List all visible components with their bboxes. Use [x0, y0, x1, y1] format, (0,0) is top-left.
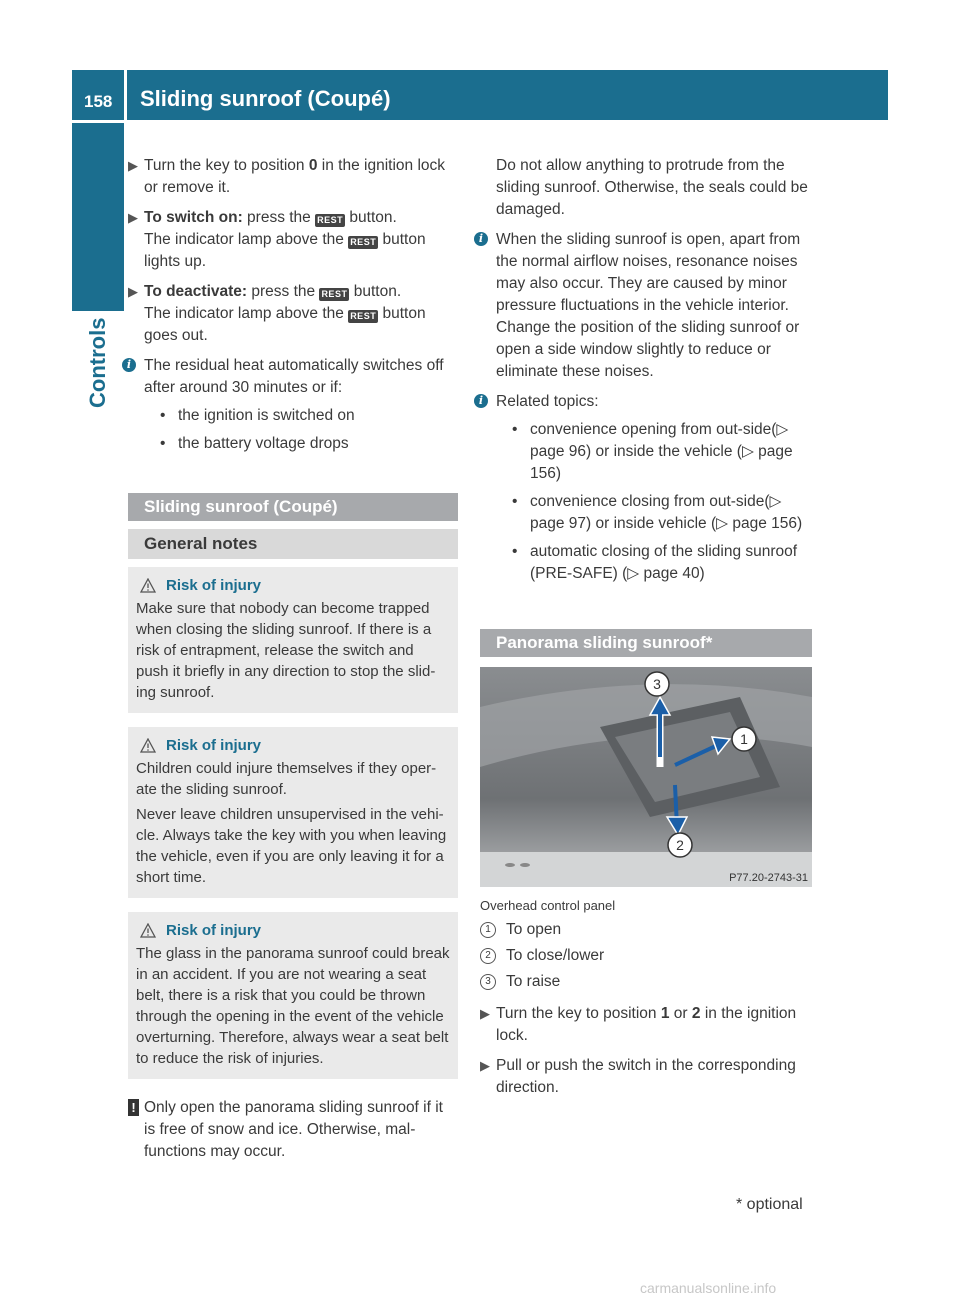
- info-note: i The residual heat automatically switches off after around 30 minutes or if: • the ignition is switched on • the battery voltage drops: [128, 355, 458, 455]
- step-item: ▶ Turn the key to position 1 or 2 in the ignition lock.: [480, 1005, 797, 1044]
- paragraph: Do not allow anything to protrude from the sliding sunroof. Otherwise, the seals could be damaged.: [496, 157, 808, 218]
- rest-button-icon: REST: [317, 215, 344, 225]
- header-separator: [124, 70, 127, 120]
- overhead-panel-photo: [480, 667, 812, 887]
- info-icon: i: [122, 358, 136, 372]
- legend-item: 3 To raise: [480, 971, 812, 993]
- info-icon: i: [474, 394, 488, 408]
- sub-heading: General notes: [128, 529, 458, 559]
- bullet-item: • convenience opening from out-side(▷ page 96) or inside the vehicle (▷ page 156): [512, 421, 793, 482]
- section-heading: Panorama sliding sunroof*: [480, 629, 812, 657]
- rest-button-icon: REST: [350, 237, 377, 247]
- warning-text: Children could injure themselves if they oper-ate the sliding sunroof.: [136, 760, 437, 798]
- step-item: ▶ To switch on: press the REST button. The indicator lamp above the REST button lights up.: [128, 209, 426, 270]
- rest-button-icon: REST: [321, 289, 348, 299]
- callout-2: 2: [676, 837, 684, 853]
- warning-text: Never leave children unsupervised in the vehi-cle. Always take the key with you when leaving the vehicle, even if you are only leaving it for a short time.: [136, 806, 447, 886]
- legend-number: 1: [480, 922, 496, 938]
- left-column: [128, 155, 458, 1171]
- warning-triangle-icon: [140, 923, 156, 938]
- info-note: i Related topics: • convenience opening from out-side(▷ page 96) or inside the vehicle (▷ page 156) • convenience closing from out-side(▷ page 97) or inside vehicle (▷ page 156) • automatic closing of the sliding sunroof (PRE-SAFE) (▷ page 40): [480, 391, 812, 585]
- photo-code: P77.20-2743-31: [729, 872, 808, 884]
- step-arrow-icon: ▶: [128, 284, 138, 299]
- figure-caption: Overhead control panel: [480, 898, 616, 913]
- side-tab-block: [72, 123, 124, 311]
- legend-number: 2: [480, 948, 496, 964]
- warning-box: [128, 567, 458, 713]
- warning-title: Risk of injury: [166, 577, 262, 594]
- side-tab-label: Controls: [85, 317, 110, 408]
- bullet-item: • convenience closing from out-side(▷ page 97) or inside vehicle (▷ page 156): [512, 493, 803, 532]
- warning-title: Risk of injury: [166, 922, 262, 939]
- caution-note: ! Only open the panorama sliding sunroof if it is free of snow and ice. Otherwise, mal-functions may occur.: [128, 1097, 458, 1163]
- optional-footnote: * optional: [736, 1196, 803, 1213]
- callout-3: 3: [653, 676, 661, 692]
- warning-title: Risk of injury: [166, 737, 262, 754]
- bullet-item: • the battery voltage drops: [160, 435, 349, 452]
- overhead-panel-illustration: [480, 667, 812, 887]
- page-number: 158: [84, 92, 113, 111]
- info-note: i When the sliding sunroof is open, apart from the normal airflow noises, resonance noises may also occur. They are caused by minor pressure fluctuations in the vehicle interior. Change the position of the sliding sunroof or open a side window slightly to reduce or eliminate these noises.: [480, 229, 812, 383]
- step-arrow-icon: ▶: [480, 1058, 490, 1073]
- callout-1: 1: [740, 731, 748, 747]
- section-heading: Sliding sunroof (Coupé): [128, 493, 458, 521]
- step-item: ▶ To deactivate: press the REST button. The indicator lamp above the REST button goes out.: [128, 283, 426, 344]
- bullet-item: • the ignition is switched on: [160, 407, 355, 424]
- exclamation-icon: !: [128, 1099, 139, 1116]
- step-item: ▶ Turn the key to position 0 in the ignition lock or remove it.: [128, 157, 446, 196]
- warning-triangle-icon: [140, 738, 156, 753]
- warning-text: The glass in the panorama sunroof could break in an accident. If you are not wearing a seat belt, there is a risk that you could be thrown through the opening in the event of the vehicle overturning. Therefore, always wear a seat belt to reduce the risk of injuries.: [136, 945, 450, 1067]
- step-arrow-icon: ▶: [480, 1006, 490, 1021]
- step-arrow-icon: ▶: [128, 210, 138, 225]
- info-icon: i: [474, 232, 488, 246]
- warning-text: Make sure that nobody can become trapped when closing the sliding sunroof. If there is a risk of entrapment, release the switch and push it briefly in any direction to stop the slid-ing sunroof.: [136, 600, 436, 701]
- bullet-item: • automatic closing of the sliding sunroof (PRE-SAFE) (▷ page 40): [512, 543, 798, 582]
- step-arrow-icon: ▶: [128, 158, 138, 173]
- warning-triangle-icon: [140, 578, 156, 593]
- page-title: Sliding sunroof (Coupé): [140, 86, 391, 111]
- legend-item: 2 To close/lower: [480, 945, 812, 967]
- warning-box: [128, 727, 458, 898]
- legend-number: 3: [480, 974, 496, 990]
- watermark: carmanualsonline.info: [640, 1280, 777, 1296]
- step-item: ▶ Pull or push the switch in the corresponding direction.: [480, 1057, 796, 1096]
- warning-box: [128, 912, 458, 1079]
- right-column: [480, 155, 812, 1107]
- legend-item: 1 To open: [480, 919, 812, 941]
- rest-button-icon: REST: [350, 311, 377, 321]
